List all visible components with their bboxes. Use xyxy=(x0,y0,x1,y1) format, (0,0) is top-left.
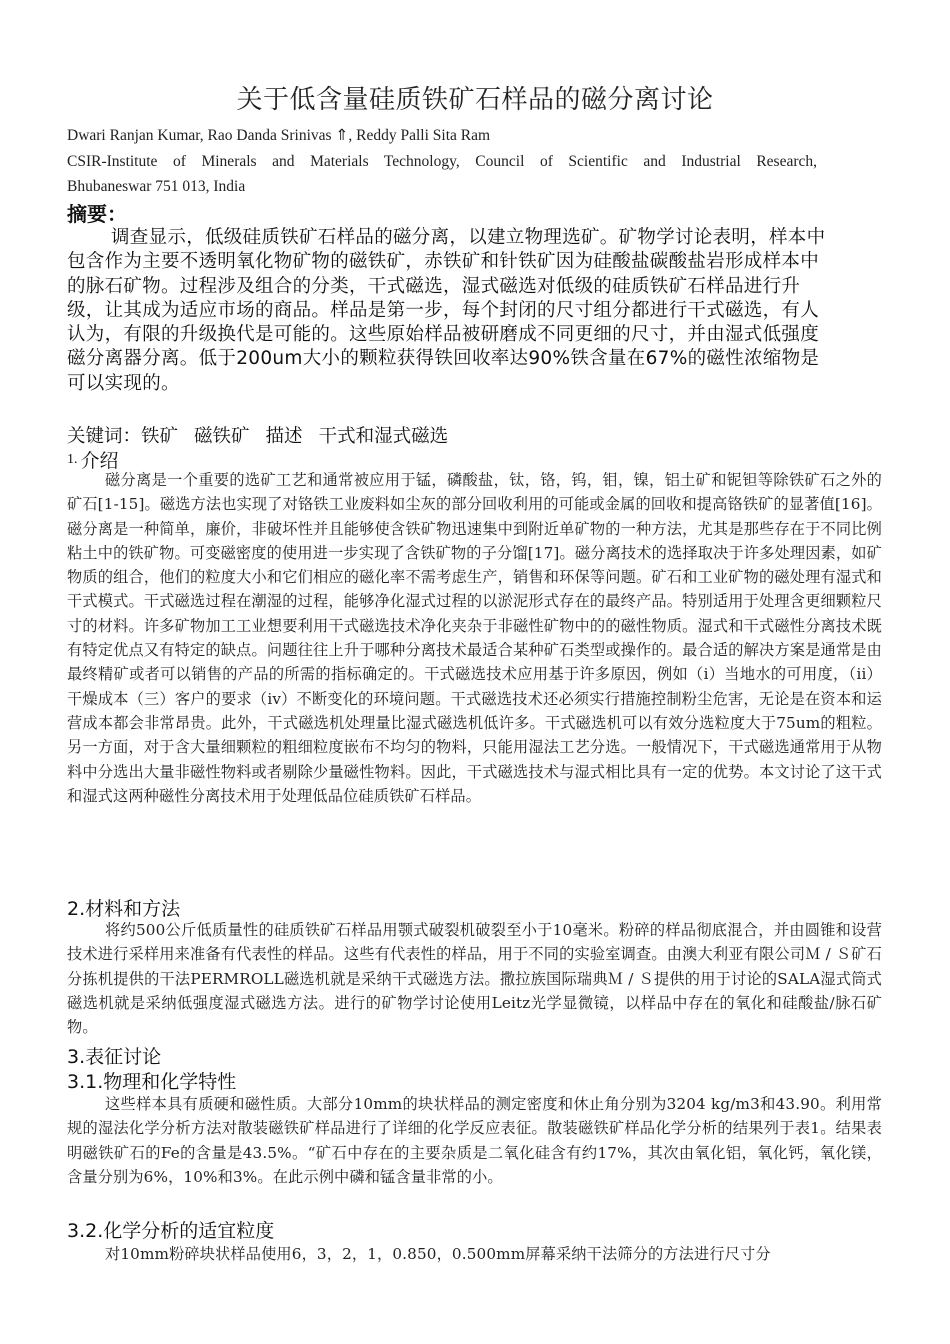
particle-size-paragraph: 对10mm粉碎块状样品使用6，3，2，1，0.850，0.500mm屏幕采纳干法筛分的方法进行尺寸分 xyxy=(105,1245,771,1263)
keyword: 磁铁矿 xyxy=(194,426,250,447)
section-heading-methods: 2.材料和方法 xyxy=(67,898,181,920)
section-heading-characterization: 3.表征讨论 xyxy=(67,1046,162,1068)
section-heading-physical-chemical: 3.1.物理和化学特性 xyxy=(67,1071,237,1093)
section-number: 1. xyxy=(67,452,78,467)
section-title: 介绍 xyxy=(80,450,119,472)
affiliation-line-1: CSIR-Institute of Minerals and Materials Technology, Council of Scientific and Industrial Research, xyxy=(67,153,817,170)
keyword: 铁矿 xyxy=(141,426,179,447)
section-heading-particle-size: 3.2.化学分析的适宜粒度 xyxy=(67,1220,275,1242)
physical-chemical-paragraph: 这些样本具有质硬和磁性质。大部分10mm的块状样品的测定密度和休止角分别为3204 kg/m3和43.90。利用常规的湿法化学分析方法对散装磁铁矿样品进行了详细的化学反应表征。散装磁铁矿样品化学分析的结果列于表1。结果表明磁铁矿石的Fe的含量是43.5%。“矿石中存在的主要杂质是二氧化硅含有约17%，其次由氧化铝，氧化钙，氧化镁，含量分别为6%，10%和3%。在此示例中磷和锰含量非常的小。 xyxy=(67,1095,882,1186)
author-list: Dwari Ranjan Kumar, Rao Danda Srinivas ⇑, Reddy Palli Sita Ram xyxy=(67,127,491,144)
keyword: 干式和湿式磁选 xyxy=(318,426,449,447)
keyword: 描述 xyxy=(265,426,303,447)
abstract-text: 调查显示，低级硅质铁矿石样品的磁分离，以建立物理选矿。矿物学讨论表明，样本中包含作为主要不透明氧化物矿物的磁铁矿，赤铁矿和针铁矿因为硅酸盐碳酸盐岩形成样本中的脉石矿物。过程涉及组合的分类，干式磁选，湿式磁选对低级的硅质铁矿石样品进行升级，让其成为适应市场的商品。样品是第一步，每个封闭的尺寸组分都进行干式磁选，有人认为，有限的升级换代是可能的。这些原始样品被研磨成不同更细的尺寸，并由湿式低强度磁分离器分离。低于200um大小的颗粒获得铁回收率达90%铁含量在67%的磁性浓缩物是可以实现的。 xyxy=(67,227,826,394)
keywords-line xyxy=(67,424,448,450)
methods-paragraph: 将约500公斤低质量性的硅质铁矿石样品用颚式破裂机破裂至小于10毫米。粉碎的样品彻底混合，并由圆锥和设营技术进行采样用来准备有代表性的样品。这些有代表性的样品，用于不同的实验室调查。由澳大利亚有限公司Ｍ / Ｓ矿石分拣机提供的干法PERMROLL磁选机就是采纳干式磁选方法。撒拉族国际瑞典Ｍ / Ｓ提供的用于讨论的SALA湿式筒式磁选机就是采纳低强度湿式磁选方法。进行的矿物学讨论使用Leitz光学显微镜，以样品中存在的氧化和硅酸盐/脉石矿物。 xyxy=(67,921,882,1037)
introduction-paragraph: 磁分离是一个重要的选矿工艺和通常被应用于锰，磷酸盐，钛，铬，钨，钼，镍，铝土矿和铌钽等除铁矿石之外的矿石[1-15]。磁选方法也实现了对铬铁工业废料如尘灰的部分回收利用的可能或金属的回收和提高铬铁矿的显著值[16]。磁分离是一种简单，廉价，非破坏性并且能够使含铁矿物迅速集中到附近单矿物的一种方法，尤其是那些存在于不同比例粘土中的铁矿物。可变磁密度的使用进一步实现了含铁矿物的子分馏[17]。磁分离技术的选择取决于许多处理因素，如矿物质的组合，他们的粒度大小和它们相应的磁化率不需考虑生产，销售和环保等问题。矿石和工业矿物的磁处理有湿式和干式模式。干式磁选过程在潮湿的过程，能够净化湿式过程的以淤泥形式存在的最终产品。特别适用于处理含更细颗粒尺寸的材料。许多矿物加工工业想要利用干式磁选技术净化夹杂于非磁性矿物中的的磁性物质。湿式和干式磁性分离技术既有特定优点又有特定的缺点。问题往往上升于哪种分离技术最适合某种矿石类型或操作的。最合适的解决方案是通常是由最终精矿或者可以销售的产品的所需的指标确定的。干式磁选技术应用基于许多原因，例如（i）当地水的可用度，（ii）干燥成本（三）客户的要求（iv）不断变化的环境问题。干式磁选技术还必须实行措施控制粉尘危害，无论是在资本和运营成本都会非常昂贵。此外，干式磁选机处理量比湿式磁选机低许多。干式磁选机可以有效分选粒度大于75um的粗粒。另一方面，对于含大量细颗粒的粗细粒度嵌布不均匀的物料，只能用湿法工艺分选。一般情况下，干式磁选通常用于从物料中分选出大量非磁性物料或者剔除少量磁性物料。因此，干式磁选技术与湿式相比具有一定的优势。本文讨论了这干式和湿式这两种磁性分离技术用于处理低品位硅质铁矿石样品。 xyxy=(67,471,882,805)
keywords-label: 关键词： xyxy=(67,426,142,447)
paper-title: 关于低含量硅质铁矿石样品的磁分离讨论 xyxy=(236,85,714,115)
affiliation-line-2: Bhubaneswar 751 013, India xyxy=(67,178,246,195)
abstract-heading: 摘要： xyxy=(67,202,127,226)
